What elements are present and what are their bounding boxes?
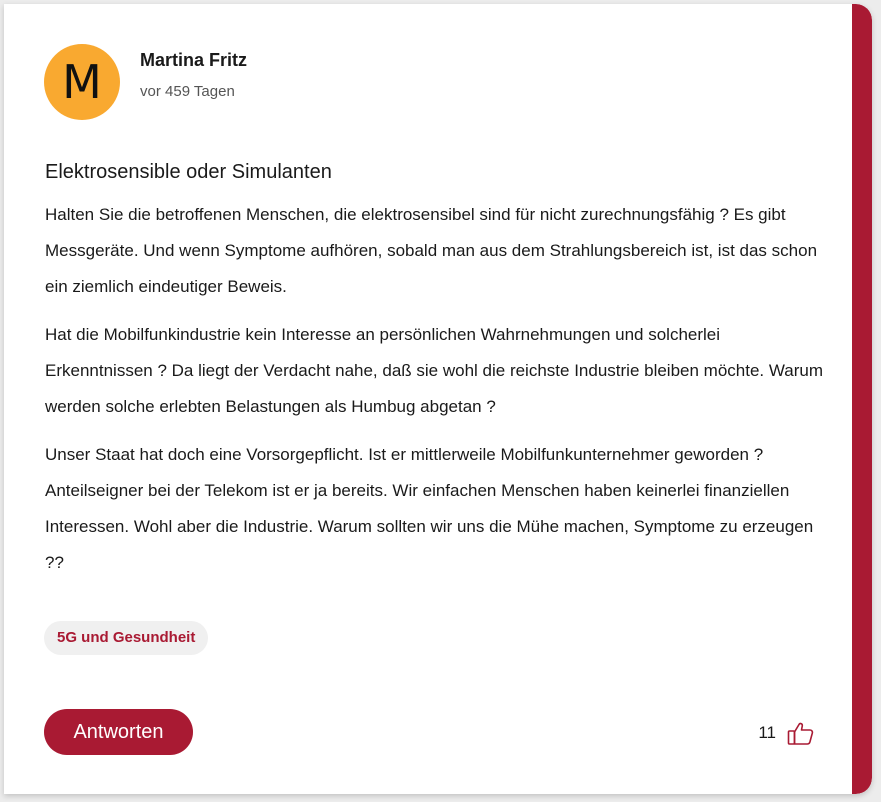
reply-button[interactable]: Antworten [44,709,193,755]
topic-tag[interactable]: 5G und Gesundheit [44,621,208,655]
post-title: Elektrosensible oder Simulanten [45,161,332,183]
avatar: M [44,44,120,120]
post-time: vor 459 Tagen [140,83,235,100]
like-count: 11 [758,723,776,742]
post-paragraph: Halten Sie die betroffenen Menschen, die elektrosensibel sind für nicht zurechnungsfähig ? Es gibt Messgeräte. Und wenn Symptome aufhören, sobald man aus dem Strahlungsbereich ist, ist das schon ein ziemlich eindeutiger Beweis. [45,205,818,296]
comment-card [4,4,872,794]
card-accent-bar [852,4,872,794]
thumbs-up-icon[interactable] [786,718,816,748]
post-paragraph: Hat die Mobilfunkindustrie kein Interesse an persönlichen Wahrnehmungen und solcherlei Erkenntnissen ? Da liegt der Verdacht nahe, daß sie wohl die reichste Industrie bleiben möchte. Warum werden solche erlebten Belastungen als Humbug abgetan ? [45,325,824,416]
post-paragraph: Unser Staat hat doch eine Vorsorgepflicht. Ist er mittlerweile Mobilfunkunternehmer geworden ? Anteilseigner bei der Telekom ist er ja bereits. Wir einfachen Menschen haben keinerlei finanziellen Interessen. Wohl aber die Industrie. Warum sollten wir uns die Mühe machen, Symptome zu erzeugen ?? [45,445,814,572]
post-body [45,197,825,593]
like-group [758,718,816,748]
author-name: Martina Fritz [140,50,248,70]
